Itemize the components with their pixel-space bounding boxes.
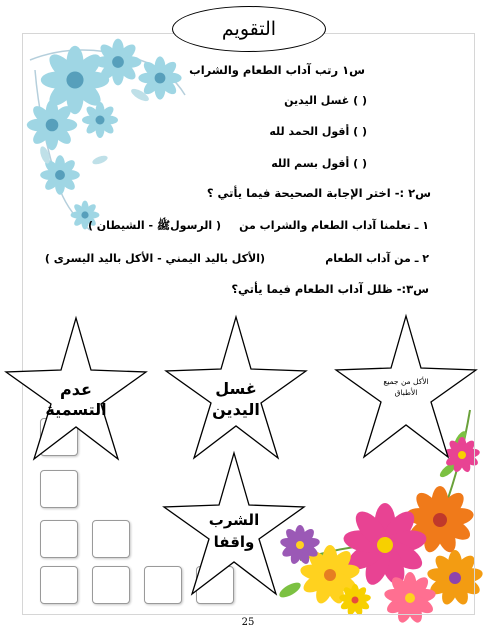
q2-row-2-options: (الأكل باليد اليمني - الأكل باليد اليسرى ) <box>44 252 265 265</box>
star-3-line-2: الأطباق <box>394 388 418 397</box>
q2-row-1-prompt: ١ ـ تعلمنا آداب الطعام والشراب من <box>239 219 429 232</box>
star-1-line-2: التسمية <box>45 400 107 419</box>
q1-heading: س١ رتب آداب الطعام والشراب <box>189 63 365 77</box>
q2-row-1-options: ( الرسولﷺ - الشيطان ) <box>87 219 221 232</box>
star-3-label <box>366 376 446 398</box>
star-4-line-1: الشرب <box>208 511 260 529</box>
q2-row-2-prompt: ٢ ـ من آداب الطعام <box>325 252 429 265</box>
page-number: 25 <box>241 617 255 628</box>
star-4-line-2: واقفا <box>213 533 255 551</box>
q1-item-1: ( ) غسل اليدين <box>284 94 367 107</box>
q2-heading: س٢ :- اختر الإجابة الصحيحة فيما يأتي ؟ <box>206 186 431 200</box>
star-4-label <box>194 509 274 553</box>
star-1-label <box>36 380 116 420</box>
star-3-line-1: الأكل من جميع <box>383 377 429 386</box>
page-title: التقويم <box>172 6 326 52</box>
q1-item-3: ( ) أقول بسم الله <box>271 157 367 170</box>
star-2-line-2: اليدين <box>212 400 260 419</box>
q3-heading: س٣:- ظلل آداب الطعام فيما يأتي؟ <box>231 282 429 296</box>
star-2-line-1: غسل <box>215 379 257 398</box>
star-1-line-1: عدم <box>60 380 92 399</box>
star-2-label <box>196 378 276 420</box>
q1-item-2: ( ) أقول الحمد لله <box>269 125 367 138</box>
